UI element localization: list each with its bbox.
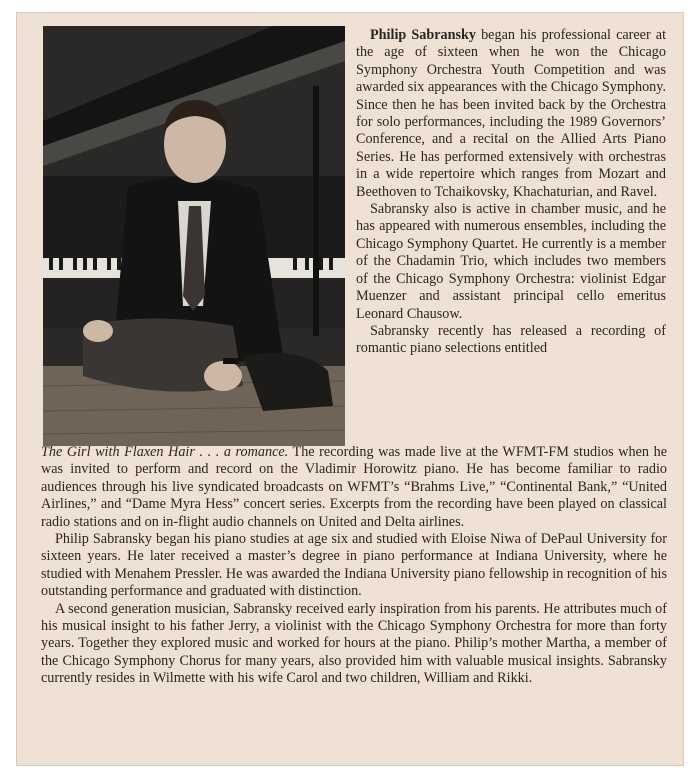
bio-paragraph-chamber-music: Sabransky also is active in chamber music, and he has appeared with numerous ensembles, including the Chicago Symphony Quartet. He currently is a member of the Chadamin Trio, which includes two members of the Chicago Symphony Orchestra: violinist Edgar Muenzer and assistant principal cello emeritus Leonard Chausow. xyxy=(356,201,666,322)
bio-lead-name: Philip Sabransky xyxy=(370,27,477,43)
portrait-photo xyxy=(43,26,345,446)
bio-full-width xyxy=(41,444,667,688)
bio-paragraph-family: A second generation musician, Sabransky received early inspiration from his parents. He attributes much of his musical insight to his father Jerry, a violinist with the Chicago Symphony Orchestra for more than forty years. Together they explored music and worked for hours at the piano. Philip’s mother Martha, a member of the Chicago Symphony Chorus for many years, also provided him with valuable musical insights. Sabransky currently resides in Wilmette with his wife Carol and two children, William and Rikki. xyxy=(41,600,667,687)
program-page xyxy=(16,12,684,766)
bio-text: Sabransky recently has released a recording of romantic piano selections entitled xyxy=(356,322,666,357)
bio-column xyxy=(356,27,666,358)
bio-paragraph-education: Philip Sabransky began his piano studies at age six and studied with Eloise Niwa of DePaul University for sixteen years. He later received a master’s degree in piano performance at Indiana University, where he studied with Menahem Pressler. He was awarded the Indiana University piano fellowship in recognition of his outstanding performance and graduated with distinction. xyxy=(41,531,667,600)
bio-paragraph-recording-intro xyxy=(356,323,666,358)
bio-text: began his professional career at the age of sixteen when he won the Chicago Symphony Orchestra Youth Competition and was awarded six appearances with the Chicago Symphony. Since then he has been invited back by the Orchestra for solo performances, including the 1989 Governors’ Conference, and a recital on the Allied Arts Piano Series. He has performed extensively with orchestras in a wide repertoire which ranges from Mozart and Beethoven to Tchaikovsky, Khachaturian, and Ravel. xyxy=(356,27,667,200)
bio-paragraph-career xyxy=(356,27,666,201)
bio-paragraph-recording xyxy=(41,444,667,531)
bio-text: The recording was made live at the WFMT-FM studios when he was invited to perform and record on the Vladimir Horowitz piano. He has become familiar to radio audiences through his live syndicated broadcasts on WFMT’s “Brahms Live,” “Continental Bank,” “United Airlines,” and “Dame Myra Hess” concert series. Excerpts from the recording have been played on classical radio stations and on in-flight audio channels on United and Delta airlines. xyxy=(41,444,667,530)
recording-title: The Girl with Flaxen Hair . . . a romance. xyxy=(41,444,289,460)
